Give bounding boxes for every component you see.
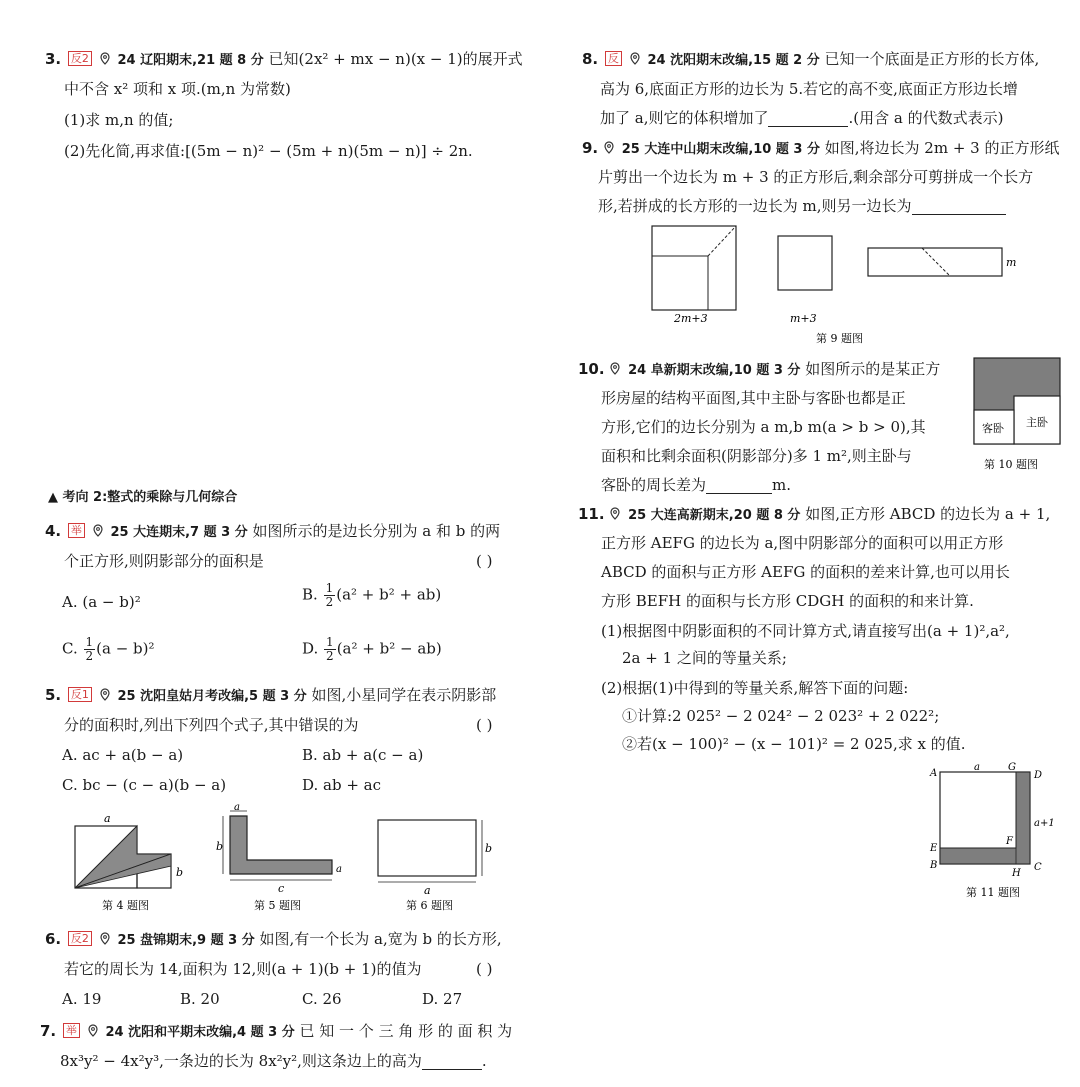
q10-line2: 形房屋的结构平面图,其中主卧与客卧也都是正 xyxy=(601,389,906,407)
fig10-guest-room: 客卧 xyxy=(982,422,1004,435)
q11-part1b: 2a + 1 之间的等量关系; xyxy=(622,649,787,667)
q3-number: 3. xyxy=(45,50,62,68)
fig9-caption: 第 9 题图 xyxy=(816,332,863,345)
q5-option-a: A. ac + a(b − a) xyxy=(62,746,184,764)
answer-blank[interactable] xyxy=(706,478,772,494)
fig6-label-b: b xyxy=(485,842,493,855)
fig11-label-C: C xyxy=(1034,862,1042,873)
q6-option-b: B. 20 xyxy=(180,990,220,1008)
q3-line1: 已知(2x² + mx − n)(x − 1)的展开式 xyxy=(268,50,523,68)
q4-number: 4. xyxy=(45,522,62,540)
q4-option-d: D. $\frac{1}{2}$ (a² + b² − ab) xyxy=(302,635,442,663)
q6-header xyxy=(45,930,502,949)
location-pin-icon xyxy=(629,52,641,65)
location-pin-icon xyxy=(87,1024,99,1037)
q3-tag: 反2 xyxy=(68,51,92,66)
fig4-label-a: a xyxy=(104,812,111,825)
fig11-label-G: G xyxy=(1008,762,1016,773)
q11-line2: 正方形 AEFG 的边长为 a,图中阴影部分的面积可以用正方形 xyxy=(601,534,1004,552)
fig4-label-b: b xyxy=(176,866,184,879)
q9-header xyxy=(582,139,1060,158)
fig10-caption: 第 10 题图 xyxy=(984,458,1038,471)
answer-blank[interactable] xyxy=(768,111,848,127)
fig9-label-m: m xyxy=(1006,256,1017,269)
q4-source: 25 大连期末,7 题 3 分 xyxy=(110,525,248,540)
q4-header xyxy=(45,522,500,541)
fig9-label-m3: m+3 xyxy=(790,312,817,325)
q7-tag: 举 xyxy=(63,1023,80,1038)
location-pin-icon xyxy=(609,362,621,375)
fig11-label-E: E xyxy=(930,843,938,854)
q10-line3: 方形,它们的边长分别为 a m,b m(a > b > 0),其 xyxy=(601,418,926,436)
q4-line1: 如图所示的是边长分别为 a 和 b 的两 xyxy=(252,522,501,540)
fig11-label-a: a xyxy=(974,762,980,773)
q5-line1: 如图,小星同学在表示阴影部 xyxy=(311,686,497,704)
section-heading: ▲ 考向 2:整式的乘除与几何综合 xyxy=(48,490,238,505)
q4-option-b: B. $\frac{1}{2}$ (a² + b² + ab) xyxy=(302,581,442,609)
q8-line3: 加了 a,则它的体积增加了 .(用含 a 的代数式表示) xyxy=(600,109,1004,127)
q7-line2: 8x³y² − 4x²y³,一条边的长为 8x²y²,则这条边上的高为 . xyxy=(60,1052,487,1070)
fig11-label-H: H xyxy=(1012,868,1021,879)
q11-number: 11. xyxy=(578,505,605,523)
q3-part1: (1)求 m,n 的值; xyxy=(64,111,174,129)
q7-line1: 已 知 一 个 三 角 形 的 面 积 为 xyxy=(299,1022,513,1040)
q9-line1: 如图,将边长为 2m + 3 的正方形纸 xyxy=(824,139,1060,157)
q8-tag: 反 xyxy=(605,51,622,66)
q7-source: 24 沈阳和平期末改编,4 题 3 分 xyxy=(105,1025,295,1040)
figure-10 xyxy=(970,356,1065,476)
q10-line1: 如图所示的是某正方 xyxy=(805,360,941,378)
fig5-label-a2: a xyxy=(336,864,342,875)
location-pin-icon xyxy=(99,932,111,945)
q5-paren: ( ) xyxy=(476,716,493,734)
q8-line2: 高为 6,底面正方形的边长为 5.若它的高不变,底面正方形边长增 xyxy=(600,80,1018,98)
q5-option-c: C. bc − (c − a)(b − a) xyxy=(62,776,227,794)
q11-source: 25 大连高新期末,20 题 8 分 xyxy=(628,508,801,523)
figure-6 xyxy=(378,820,492,897)
q4-tag: 举 xyxy=(68,523,85,538)
fig5-caption: 第 5 题图 xyxy=(254,899,301,912)
q10-header xyxy=(578,360,940,379)
q5-tag: 反1 xyxy=(68,687,92,702)
fig5-label-a: a xyxy=(234,802,240,813)
q5-option-b: B. ab + a(c − a) xyxy=(302,746,424,764)
q5-header xyxy=(45,686,496,705)
q8-source: 24 沈阳期末改编,15 题 2 分 xyxy=(647,53,820,68)
q3-source: 24 辽阳期末,21 题 8 分 xyxy=(117,53,264,68)
q6-line1: 如图,有一个长为 a,宽为 b 的长方形, xyxy=(259,930,502,948)
q10-source: 24 阜新期末改编,10 题 3 分 xyxy=(628,363,801,378)
q5-number: 5. xyxy=(45,686,62,704)
q5-line2: 分的面积时,列出下列四个式子,其中错误的为 xyxy=(64,716,359,734)
q8-header xyxy=(582,50,1039,69)
q11-part2b: ②若(x − 100)² − (x − 101)² = 2 025,求 x 的值. xyxy=(622,735,966,753)
fig5-label-c: c xyxy=(278,882,285,895)
fraction: $\frac{1}{2}$ xyxy=(325,581,334,609)
q6-paren: ( ) xyxy=(476,960,493,978)
figure-11 xyxy=(926,762,1066,907)
q4-option-c: C. $\frac{1}{2}$ (a − b)² xyxy=(62,635,155,663)
q7-header xyxy=(40,1022,512,1041)
q3-line2: 中不含 x² 项和 x 项.(m,n 为常数) xyxy=(64,80,291,98)
q6-source: 25 盘锦期末,9 题 3 分 xyxy=(117,933,255,948)
figure-5 xyxy=(216,802,342,895)
fig4-caption: 第 4 题图 xyxy=(102,899,149,912)
figures-4-5-6 xyxy=(60,802,540,918)
fraction: $\frac{1}{2}$ xyxy=(326,635,334,663)
q6-line2: 若它的周长为 14,面积为 12,则(a + 1)(b + 1)的值为 xyxy=(64,960,422,978)
fig6-caption: 第 6 题图 xyxy=(406,899,453,912)
q6-tag: 反2 xyxy=(68,931,92,946)
figure-9 xyxy=(640,222,1030,350)
q8-number: 8. xyxy=(582,50,599,68)
fig9-label-2m3: 2m+3 xyxy=(674,312,708,325)
q11-line3: ABCD 的面积与正方形 AEFG 的面积的差来计算,也可以用长 xyxy=(601,563,1010,581)
figure-4 xyxy=(75,812,183,888)
q11-part1a: (1)根据图中阴影面积的不同计算方式,请直接写出(a + 1)²,a², xyxy=(601,622,1010,640)
answer-blank[interactable] xyxy=(422,1054,482,1070)
fig11-caption: 第 11 题图 xyxy=(966,886,1020,899)
location-pin-icon xyxy=(92,524,104,537)
q5-option-d: D. ab + ac xyxy=(302,776,382,794)
q3-part2: (2)先化简,再求值:[(5m − n)² − (5m + n)(5m − n)] ÷ 2n. xyxy=(64,142,473,160)
q6-option-c: C. 26 xyxy=(302,990,342,1008)
q4-option-a: A. (a − b)² xyxy=(62,593,141,611)
fig11-label-A: A xyxy=(930,768,938,779)
q7-number: 7. xyxy=(40,1022,57,1040)
answer-blank[interactable] xyxy=(912,199,1006,215)
fig6-label-a: a xyxy=(424,884,431,897)
q9-line2: 片剪出一个边长为 m + 3 的正方形后,剩余部分可剪拼成一个长方 xyxy=(598,168,1034,186)
fig5-label-b: b xyxy=(216,840,224,853)
q4-paren: ( ) xyxy=(476,552,493,570)
q10-line5: 客卧的周长差为 m. xyxy=(601,476,792,494)
q9-number: 9. xyxy=(582,139,599,157)
q11-part2: (2)根据(1)中得到的等量关系,解答下面的问题: xyxy=(601,679,909,697)
fig11-label-B: B xyxy=(930,860,938,871)
q10-number: 10. xyxy=(578,360,605,378)
q9-line3: 形,若拼成的长方形的一边长为 m,则另一边长为 xyxy=(598,197,1006,215)
q11-part2a: ①计算:2 025² − 2 024² − 2 023² + 2 022²; xyxy=(622,707,940,725)
q9-source: 25 大连中山期末改编,10 题 3 分 xyxy=(621,142,820,157)
location-pin-icon xyxy=(609,507,621,520)
location-pin-icon xyxy=(99,52,111,65)
location-pin-icon xyxy=(603,141,615,154)
fig11-label-a1: a+1 xyxy=(1034,818,1055,829)
fraction: $\frac{1}{2}$ xyxy=(85,635,94,663)
q6-number: 6. xyxy=(45,930,62,948)
q11-line1: 如图,正方形 ABCD 的边长为 a + 1, xyxy=(805,505,1051,523)
q11-line4: 方形 BEFH 的面积与长方形 CDGH 的面积的和来计算. xyxy=(601,592,974,610)
location-pin-icon xyxy=(99,688,111,701)
q8-line1: 已知一个底面是正方形的长方体, xyxy=(824,50,1040,68)
q11-header xyxy=(578,505,1050,524)
q5-source: 25 沈阳皇姑月考改编,5 题 3 分 xyxy=(117,689,307,704)
fig11-label-D: D xyxy=(1034,770,1043,781)
q6-option-a: A. 19 xyxy=(62,990,102,1008)
q4-line2: 个正方形,则阴影部分的面积是 xyxy=(64,552,264,570)
q3-header xyxy=(45,50,523,69)
fig10-master-room: 主卧 xyxy=(1026,416,1048,429)
q6-option-d: D. 27 xyxy=(422,990,463,1008)
fig11-label-F: F xyxy=(1006,836,1013,847)
q10-line4: 面积和比剩余面积(阴影部分)多 1 m²,则主卧与 xyxy=(601,447,912,465)
